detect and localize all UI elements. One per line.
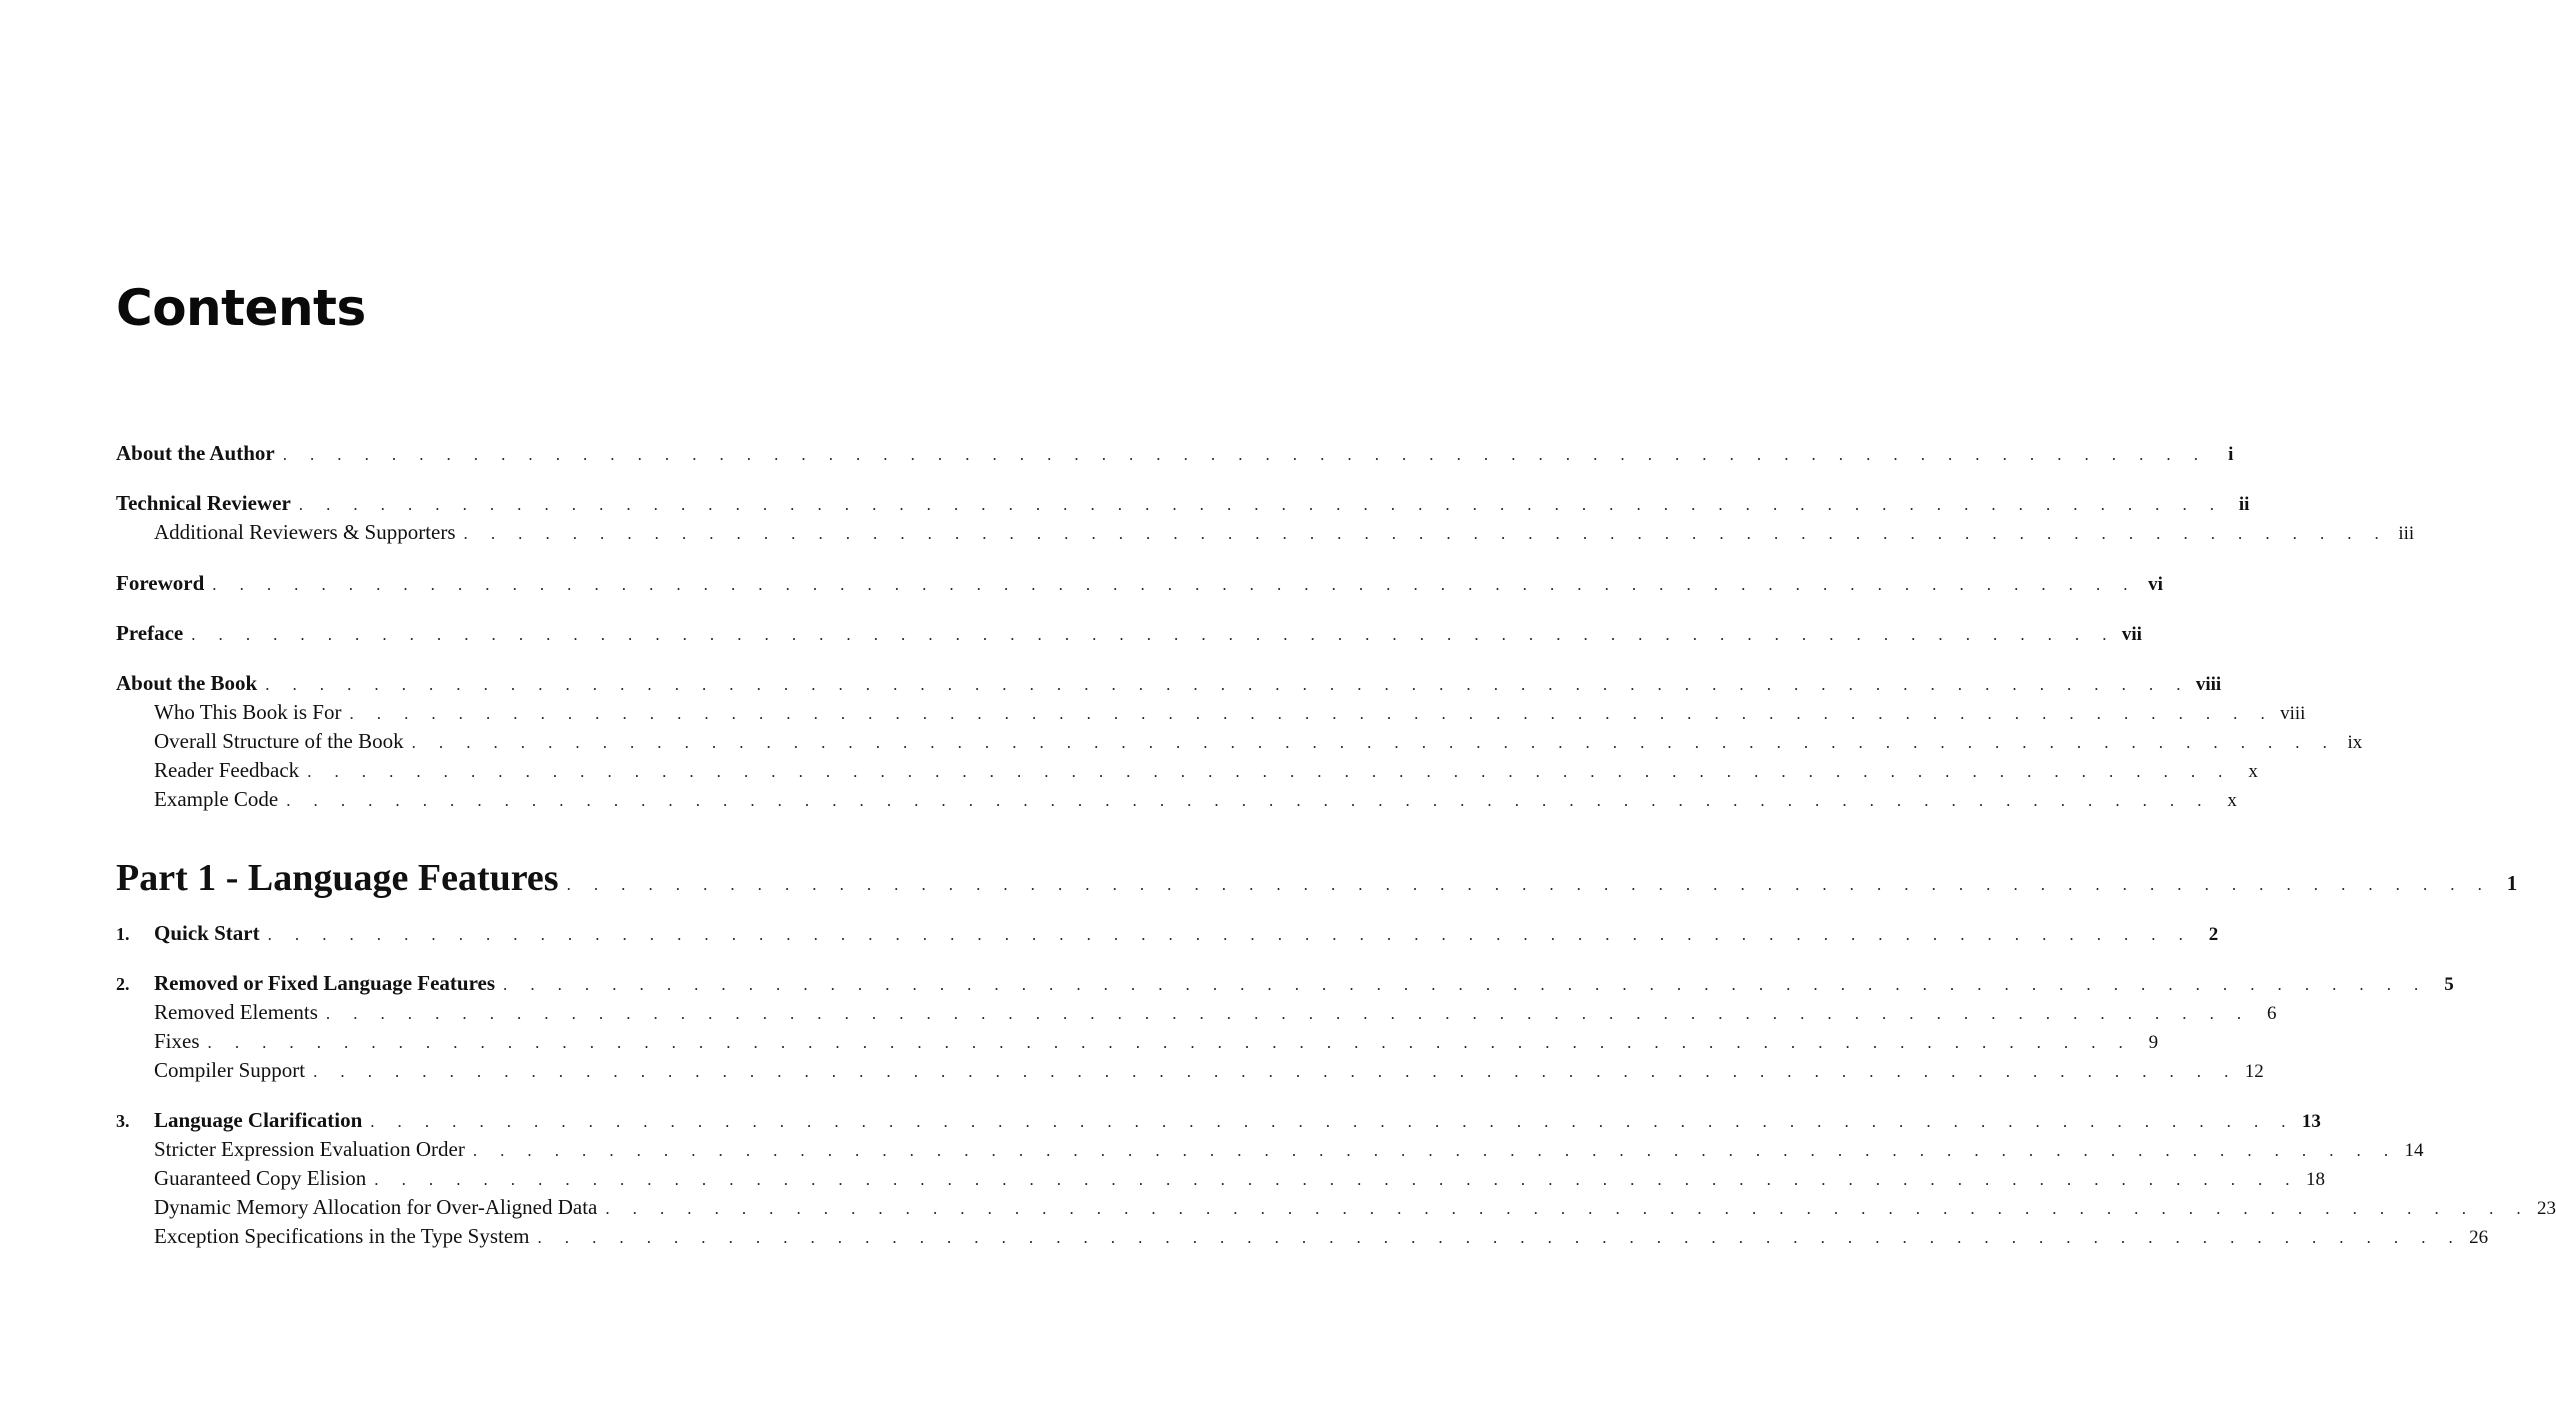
- entry-label: About the Book: [116, 671, 258, 695]
- toc-entry-fixes[interactable]: [116, 1029, 2159, 1058]
- entry-page-number: i: [2228, 444, 2234, 465]
- entry-label: About the Author: [116, 441, 275, 465]
- toc-entry-foreword[interactable]: [116, 571, 2163, 600]
- dot-leader: . . . . . . . . . . . . . . . . . . . . . . . . . . . . . . . . . . . . . . . . . . . . . . . . . . . . . . . . . . . . . . . . . . . . . . .: [325, 1004, 2251, 1023]
- entry-page-number: 6: [2267, 1003, 2277, 1024]
- toc-entry-exception-specs[interactable]: [116, 1224, 2489, 1253]
- toc-entry-removed-elements[interactable]: [116, 1000, 2277, 1029]
- entry-page-number: 14: [2404, 1140, 2424, 1161]
- entry-page-number: 5: [2444, 974, 2454, 995]
- chapter-number: 1.: [116, 924, 130, 944]
- toc-entry-chapter-2[interactable]: [116, 971, 2454, 1000]
- page-title: Contents: [116, 279, 366, 337]
- toc-entry-additional-reviewers[interactable]: [116, 520, 2415, 549]
- entry-page-number: 23: [2537, 1198, 2556, 1219]
- toc-entry-chapter-1[interactable]: [116, 921, 2219, 950]
- entry-label: Stricter Expression Evaluation Order: [154, 1137, 465, 1161]
- dot-leader: . . . . . . . . . . . . . . . . . . . . . . . . . . . . . . . . . . . . . . . . . . . . . . . . . . . . . . . . . . . . . . . . . . . . . . .: [566, 875, 2492, 894]
- entry-page-number: 9: [2148, 1032, 2159, 1053]
- toc-entry-reader-feedback[interactable]: [116, 758, 2258, 787]
- dot-leader: . . . . . . . . . . . . . . . . . . . . . . . . . . . . . . . . . . . . . . . . . . . . . . . . . . . . . . . . . . . . . . . . . . . . . . .: [265, 675, 2190, 694]
- entry-label: Removed Elements: [154, 1000, 318, 1024]
- toc-entry-dynamic-memory[interactable]: [116, 1195, 2556, 1224]
- entry-page-number: viii: [2280, 703, 2306, 724]
- entry-page-number: 2: [2208, 924, 2219, 945]
- toc-entry-example-code[interactable]: [116, 787, 2237, 816]
- dot-leader: . . . . . . . . . . . . . . . . . . . . . . . . . . . . . . . . . . . . . . . . . . . . . . . . . . . . . . . . . . . . . . . . . . . . . . .: [267, 925, 2193, 944]
- entry-label: Dynamic Memory Allocation for Over-Aligned Data: [154, 1195, 598, 1219]
- dot-leader: . . . . . . . . . . . . . . . . . . . . . . . . . . . . . . . . . . . . . . . . . . . . . . . . . . . . . . . . . . . . . . . . . . . . . . .: [537, 1228, 2463, 1247]
- dot-leader: . . . . . . . . . . . . . . . . . . . . . . . . . . . . . . . . . . . . . . . . . . . . . . . . . . . . . . . . . . . . . . . . . . . . . . .: [286, 791, 2211, 810]
- chapter-number: 2.: [116, 974, 130, 994]
- toc-entry-part-1[interactable]: [116, 856, 2518, 902]
- entry-label: Foreword: [116, 571, 205, 595]
- entry-label: Exception Specifications in the Type System: [154, 1224, 530, 1248]
- dot-leader: . . . . . . . . . . . . . . . . . . . . . . . . . . . . . . . . . . . . . . . . . . . . . . . . . . . . . . . . . . . . . . . . . . . . . . .: [605, 1199, 2531, 1218]
- toc-entry-preface[interactable]: [116, 621, 2142, 650]
- entry-label: Technical Reviewer: [116, 491, 291, 515]
- dot-leader: . . . . . . . . . . . . . . . . . . . . . . . . . . . . . . . . . . . . . . . . . . . . . . . . . . . . . . . . . . . . . . . . . . . . . . .: [349, 704, 2275, 723]
- entry-label: Reader Feedback: [154, 758, 300, 782]
- dot-leader: . . . . . . . . . . . . . . . . . . . . . . . . . . . . . . . . . . . . . . . . . . . . . . . . . . . . . . . . . . . . . . . . . . . . . . .: [207, 1033, 2133, 1052]
- dot-leader: . . . . . . . . . . . . . . . . . . . . . . . . . . . . . . . . . . . . . . . . . . . . . . . . . . . . . . . . . . . . . . . . . . . . . . .: [191, 625, 2116, 644]
- entry-label: Additional Reviewers & Supporters: [154, 520, 456, 544]
- toc-entry-chapter-3[interactable]: [116, 1108, 2321, 1137]
- dot-leader: . . . . . . . . . . . . . . . . . . . . . . . . . . . . . . . . . . . . . . . . . . . . . . . . . . . . . . . . . . . . . . . . . . . . . . .: [463, 524, 2389, 543]
- dot-leader: . . . . . . . . . . . . . . . . . . . . . . . . . . . . . . . . . . . . . . . . . . . . . . . . . . . . . . . . . . . . . . . . . . . . . . .: [307, 762, 2232, 781]
- toc-entry-overall-structure[interactable]: [116, 729, 2363, 758]
- entry-page-number: ii: [2238, 494, 2250, 515]
- entry-label: Removed or Fixed Language Features: [154, 971, 496, 995]
- toc-entry-compiler-support[interactable]: [116, 1058, 2264, 1087]
- dot-leader: . . . . . . . . . . . . . . . . . . . . . . . . . . . . . . . . . . . . . . . . . . . . . . . . . . . . . . . . . . . . . . . . . . . . . . .: [472, 1141, 2398, 1160]
- entry-label: Quick Start: [154, 921, 260, 945]
- entry-page-number: 1: [2506, 871, 2518, 895]
- entry-label: Example Code: [154, 787, 279, 811]
- dot-leader: . . . . . . . . . . . . . . . . . . . . . . . . . . . . . . . . . . . . . . . . . . . . . . . . . . . . . . . . . . . . . . . . . . . . . . .: [503, 975, 2428, 994]
- entry-page-number: x: [2248, 761, 2258, 782]
- dot-leader: . . . . . . . . . . . . . . . . . . . . . . . . . . . . . . . . . . . . . . . . . . . . . . . . . . . . . . . . . . . . . . . . . . . . . . .: [212, 575, 2137, 594]
- part-label: Part 1 - Language Features: [116, 857, 559, 899]
- toc-entry-about-the-book[interactable]: [116, 671, 2222, 700]
- dot-leader: . . . . . . . . . . . . . . . . . . . . . . . . . . . . . . . . . . . . . . . . . . . . . . . . . . . . . . . . . . . . . . . . . . . . . . .: [374, 1170, 2299, 1189]
- chapter-number: 3.: [116, 1111, 130, 1131]
- toc-entry-technical-reviewer[interactable]: [116, 491, 2250, 520]
- entry-label: Compiler Support: [154, 1058, 306, 1082]
- toc-entry-copy-elision[interactable]: [116, 1166, 2325, 1195]
- toc-entry-stricter-expression[interactable]: [116, 1137, 2424, 1166]
- dot-leader: . . . . . . . . . . . . . . . . . . . . . . . . . . . . . . . . . . . . . . . . . . . . . . . . . . . . . . . . . . . . . . . . . . . . . . .: [313, 1062, 2238, 1081]
- entry-page-number: x: [2227, 790, 2237, 811]
- entry-label: Who This Book is For: [154, 700, 342, 724]
- entry-page-number: viii: [2195, 674, 2222, 695]
- dot-leader: . . . . . . . . . . . . . . . . . . . . . . . . . . . . . . . . . . . . . . . . . . . . . . . . . . . . . . . . . . . . . . . . . . . . . . .: [411, 733, 2337, 752]
- entry-page-number: 12: [2244, 1061, 2264, 1082]
- toc-entry-about-the-author[interactable]: [116, 441, 2234, 470]
- entry-page-number: 18: [2305, 1169, 2325, 1190]
- entry-label: Guaranteed Copy Elision: [154, 1166, 367, 1190]
- entry-label: Preface: [116, 621, 184, 645]
- entry-label: Language Clarification: [154, 1108, 363, 1132]
- entry-page-number: vii: [2121, 624, 2142, 645]
- entry-page-number: iii: [2398, 523, 2415, 544]
- entry-page-number: 26: [2469, 1227, 2489, 1248]
- dot-leader: . . . . . . . . . . . . . . . . . . . . . . . . . . . . . . . . . . . . . . . . . . . . . . . . . . . . . . . . . . . . . . . . . . . . . . .: [370, 1112, 2295, 1131]
- dot-leader: . . . . . . . . . . . . . . . . . . . . . . . . . . . . . . . . . . . . . . . . . . . . . . . . . . . . . . . . . . . . . . . . . . . . . . .: [282, 445, 2208, 464]
- entry-page-number: ix: [2347, 732, 2363, 753]
- entry-page-number: vi: [2148, 574, 2163, 595]
- toc-entry-who-this-book-is-for[interactable]: [116, 700, 2306, 729]
- entry-label: Fixes: [154, 1029, 200, 1053]
- entry-label: Overall Structure of the Book: [154, 729, 404, 753]
- entry-page-number: 13: [2301, 1111, 2321, 1132]
- dot-leader: . . . . . . . . . . . . . . . . . . . . . . . . . . . . . . . . . . . . . . . . . . . . . . . . . . . . . . . . . . . . . . . . . . . . . . .: [298, 495, 2224, 514]
